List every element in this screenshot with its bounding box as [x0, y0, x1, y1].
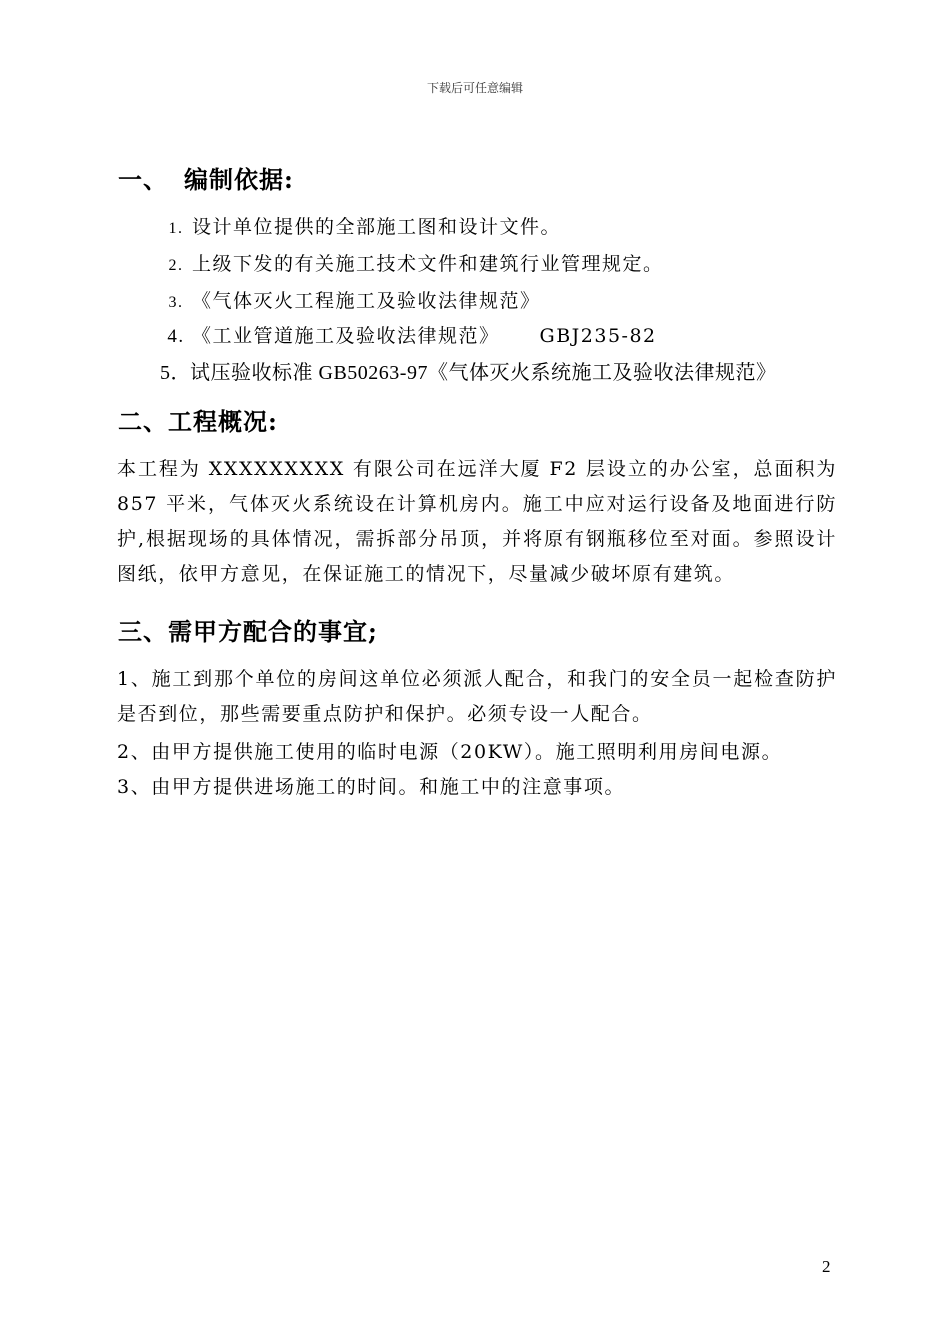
list-item-text: 上级下发的有关施工技术文件和建筑行业管理规定。: [192, 253, 664, 275]
section-heading-cooperation: 三、需甲方配合的事宜;: [118, 617, 378, 646]
list-item-text: 《工业管道施工及验收法律规范》: [192, 325, 500, 347]
header-note: 下载后可任意编辑: [426, 81, 523, 95]
section-number: 一、: [118, 165, 168, 194]
list-marker: 4.: [167, 326, 185, 347]
cooperation-item: 1、施工到那个单位的房间这单位必须派人配合，和我门的安全员一起检查防护是否到位，那些需要重点防护和保护。必须专设一人配合。: [117, 668, 837, 725]
cooperation-item: 2、由甲方提供施工使用的临时电源（20KW）。施工照明利用房间电源。: [117, 741, 783, 763]
list-item-text: 设计单位提供的全部施工图和设计文件。: [192, 216, 562, 238]
list-marker: 2.: [168, 257, 184, 274]
section-title: 编制依据:: [184, 165, 294, 194]
list-item: [160, 356, 776, 385]
list-item: [160, 212, 561, 239]
section-heading-overview: 二、工程概况:: [118, 407, 278, 436]
overview-paragraph: 本工程为 XXXXXXXXX 有限公司在远洋大厦 F2 层设立的办公室，总面积为 857 平米，气体灭火系统设在计算机房内。施工中应对运行设备及地面进行防护,根据现场的具体情况，需拆部分吊顶，并将原有钢瓶移位至对面。参照设计图纸，依甲方意见，在保证施工的情况下，尽量减少破坏原有建筑。: [117, 458, 837, 585]
standard-code: GBJ235-82: [539, 325, 657, 347]
list-item: [160, 286, 541, 313]
list-item-text: 试压验收标准 GB50263-97《气体灭火系统施工及验收法律规范》: [190, 362, 777, 384]
list-marker: 3.: [168, 294, 184, 311]
list-item-text: 《气体灭火工程施工及验收法律规范》: [192, 290, 541, 312]
list-marker: 1.: [168, 220, 184, 237]
list-item: [160, 249, 664, 276]
cooperation-item: 3、由甲方提供进场施工的时间。和施工中的注意事项。: [117, 776, 626, 798]
list-marker: 5．: [160, 362, 191, 384]
section-heading-basis: [118, 160, 294, 195]
page-number: 2: [822, 1257, 831, 1276]
list-item: [160, 321, 657, 348]
